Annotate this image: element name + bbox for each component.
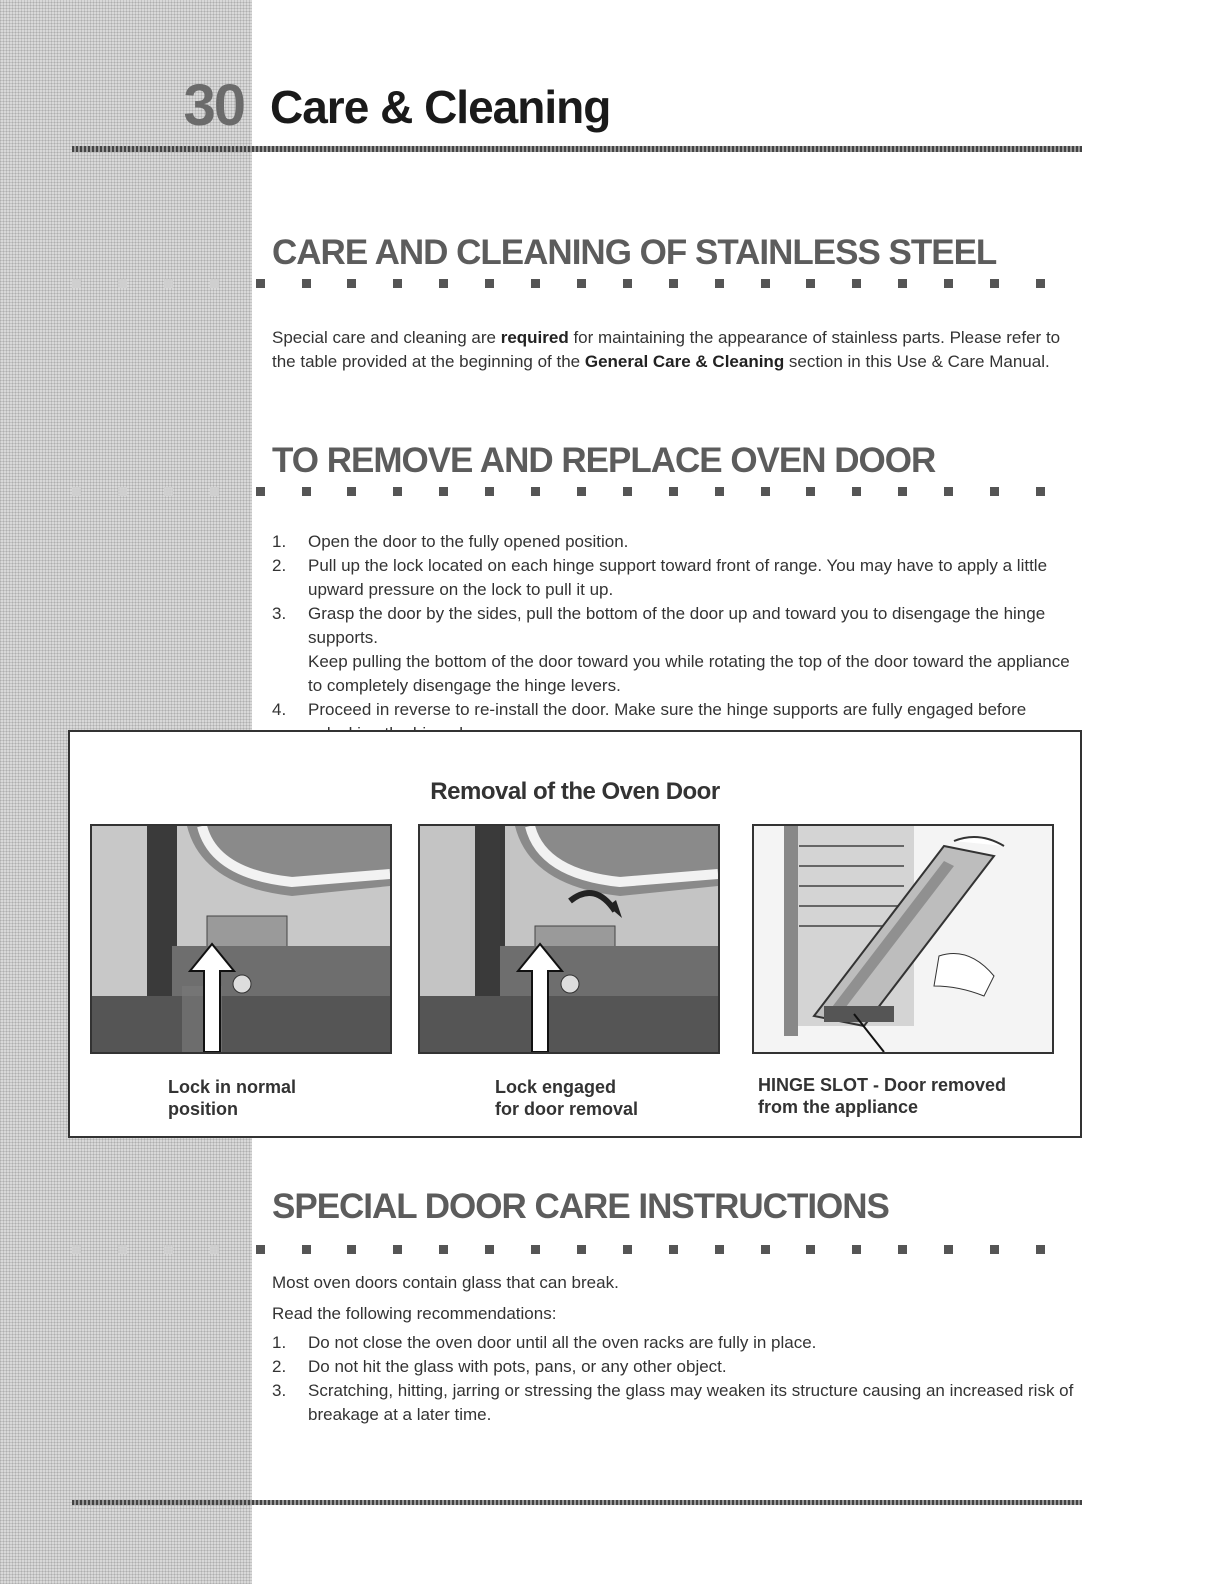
stainless-text-3: section in this Use & Care Manual. xyxy=(784,352,1050,371)
stainless-text-2: for maintaining the appearance of stainless parts. Please refer to the table provided at the beginning of the xyxy=(272,328,1061,371)
list-item xyxy=(272,554,1082,602)
section-divider-stainless xyxy=(72,279,1084,289)
caption-hinge-slot: HINGE SLOT - Door removed from the appliance xyxy=(758,1075,1007,1117)
illustration-lock-engaged xyxy=(418,824,720,1054)
divider-square xyxy=(761,487,770,496)
divider-square xyxy=(485,487,494,496)
divider-square xyxy=(347,487,356,496)
step-number: 4. xyxy=(272,700,287,719)
special-intro-1: Most oven doors contain glass that can break. xyxy=(272,1273,619,1292)
divider-square xyxy=(210,1245,219,1254)
stainless-bold-required: required xyxy=(500,328,569,347)
step-number: 1. xyxy=(272,1333,287,1352)
divider-square xyxy=(852,1245,861,1254)
divider-square xyxy=(439,1245,448,1254)
divider-square xyxy=(118,1245,127,1254)
stainless-text-1: Special care and cleaning are xyxy=(272,328,501,347)
divider-square xyxy=(72,279,81,288)
stainless-bold-section-ref: General Care & Cleaning xyxy=(584,352,785,371)
divider-square xyxy=(852,279,861,288)
list-item xyxy=(272,1331,1082,1355)
divider-square xyxy=(669,1245,678,1254)
divider-square xyxy=(898,487,907,496)
divider-square xyxy=(1036,1245,1045,1254)
step-number: 1. xyxy=(272,532,287,551)
divider-square xyxy=(898,1245,907,1254)
divider-square xyxy=(439,487,448,496)
page-title: Care & Cleaning xyxy=(270,81,611,133)
door-steps-list xyxy=(272,530,1082,746)
divider-square xyxy=(393,487,402,496)
divider-square xyxy=(990,487,999,496)
step-number: 3. xyxy=(272,604,287,623)
step-text-continued: Keep pulling the bottom of the door toward you while rotating the top of the door toward the appliance to completely disengage the hinge levers. xyxy=(308,652,1070,695)
step-number: 2. xyxy=(272,556,287,575)
step-text: Scratching, hitting, jarring or stressing the glass may weaken its structure causing an increased risk of breakage at a later time. xyxy=(308,1381,1074,1424)
divider-square xyxy=(623,279,632,288)
illustration-hinge-slot xyxy=(752,824,1054,1054)
divider-square xyxy=(256,487,265,496)
divider-square xyxy=(210,487,219,496)
page-number: 30 xyxy=(183,73,244,138)
divider-square xyxy=(715,1245,724,1254)
section-divider-door xyxy=(72,487,1084,497)
divider-square xyxy=(898,279,907,288)
step-text: Proceed in reverse to re-install the door. Make sure the hinge supports are fully engaged before xyxy=(308,700,1027,719)
divider-square xyxy=(623,487,632,496)
divider-square xyxy=(118,279,127,288)
section-title-stainless: CARE AND CLEANING OF STAINLESS STEEL xyxy=(272,233,997,272)
special-steps-list xyxy=(272,1331,1082,1427)
step-text: Open the door to the fully opened position. xyxy=(308,532,629,551)
divider-square xyxy=(393,1245,402,1254)
divider-square xyxy=(302,279,311,288)
divider-square xyxy=(761,1245,770,1254)
divider-square xyxy=(715,487,724,496)
list-item xyxy=(272,1355,1082,1379)
divider-square xyxy=(302,1245,311,1254)
caption-lock-engaged: Lock engaged for door removal xyxy=(495,1077,639,1119)
header-rule xyxy=(72,146,1082,152)
step-text: Pull up the lock located on each hinge support toward front of range. You may have to apply a little upward pressure on the lock to pull it up. xyxy=(308,556,1048,599)
divider-square xyxy=(852,487,861,496)
footer-rule xyxy=(72,1500,1082,1505)
divider-square xyxy=(761,279,770,288)
list-item xyxy=(272,602,1082,698)
illustration-lock-normal xyxy=(90,824,392,1054)
divider-square xyxy=(531,487,540,496)
step-number: 3. xyxy=(272,1381,287,1400)
divider-square xyxy=(72,1245,81,1254)
divider-square xyxy=(577,487,586,496)
special-intro-2: Read the following recommendations: xyxy=(272,1304,557,1323)
list-item xyxy=(272,1379,1082,1427)
divider-square xyxy=(944,279,953,288)
divider-square xyxy=(256,279,265,288)
divider-square xyxy=(1036,279,1045,288)
divider-square xyxy=(669,279,678,288)
divider-square xyxy=(1036,487,1045,496)
divider-square xyxy=(485,279,494,288)
list-item xyxy=(272,530,1082,554)
divider-square xyxy=(485,1245,494,1254)
caption-lock-normal: Lock in normal position xyxy=(168,1077,297,1119)
divider-square xyxy=(577,1245,586,1254)
figure-box xyxy=(68,730,1082,1138)
divider-square xyxy=(164,1245,173,1254)
divider-square xyxy=(256,1245,265,1254)
divider-square xyxy=(715,279,724,288)
divider-square xyxy=(393,279,402,288)
step-number: 2. xyxy=(272,1357,287,1376)
divider-square xyxy=(577,279,586,288)
section-title-special: SPECIAL DOOR CARE INSTRUCTIONS xyxy=(272,1187,889,1226)
section-divider-special xyxy=(72,1245,1084,1255)
divider-square xyxy=(439,279,448,288)
divider-square xyxy=(347,279,356,288)
divider-square xyxy=(164,487,173,496)
divider-square xyxy=(531,279,540,288)
section-title-door: TO REMOVE AND REPLACE OVEN DOOR xyxy=(272,441,936,480)
divider-square xyxy=(806,279,815,288)
step-text: Grasp the door by the sides, pull the bottom of the door up and toward you to disengage the hinge supports. xyxy=(308,604,1046,647)
divider-square xyxy=(164,279,173,288)
divider-square xyxy=(806,487,815,496)
divider-square xyxy=(806,1245,815,1254)
divider-square xyxy=(669,487,678,496)
figure-title: Removal of the Oven Door xyxy=(430,778,720,805)
stainless-paragraph xyxy=(272,326,1082,374)
divider-square xyxy=(990,279,999,288)
divider-square xyxy=(531,1245,540,1254)
step-text: Do not hit the glass with pots, pans, or any other object. xyxy=(308,1357,727,1376)
divider-square xyxy=(944,487,953,496)
divider-square xyxy=(990,1245,999,1254)
divider-square xyxy=(944,1245,953,1254)
divider-square xyxy=(347,1245,356,1254)
divider-square xyxy=(623,1245,632,1254)
step-text: Do not close the oven door until all the oven racks are fully in place. xyxy=(308,1333,817,1352)
divider-square xyxy=(72,487,81,496)
divider-square xyxy=(210,279,219,288)
divider-square xyxy=(302,487,311,496)
divider-square xyxy=(118,487,127,496)
